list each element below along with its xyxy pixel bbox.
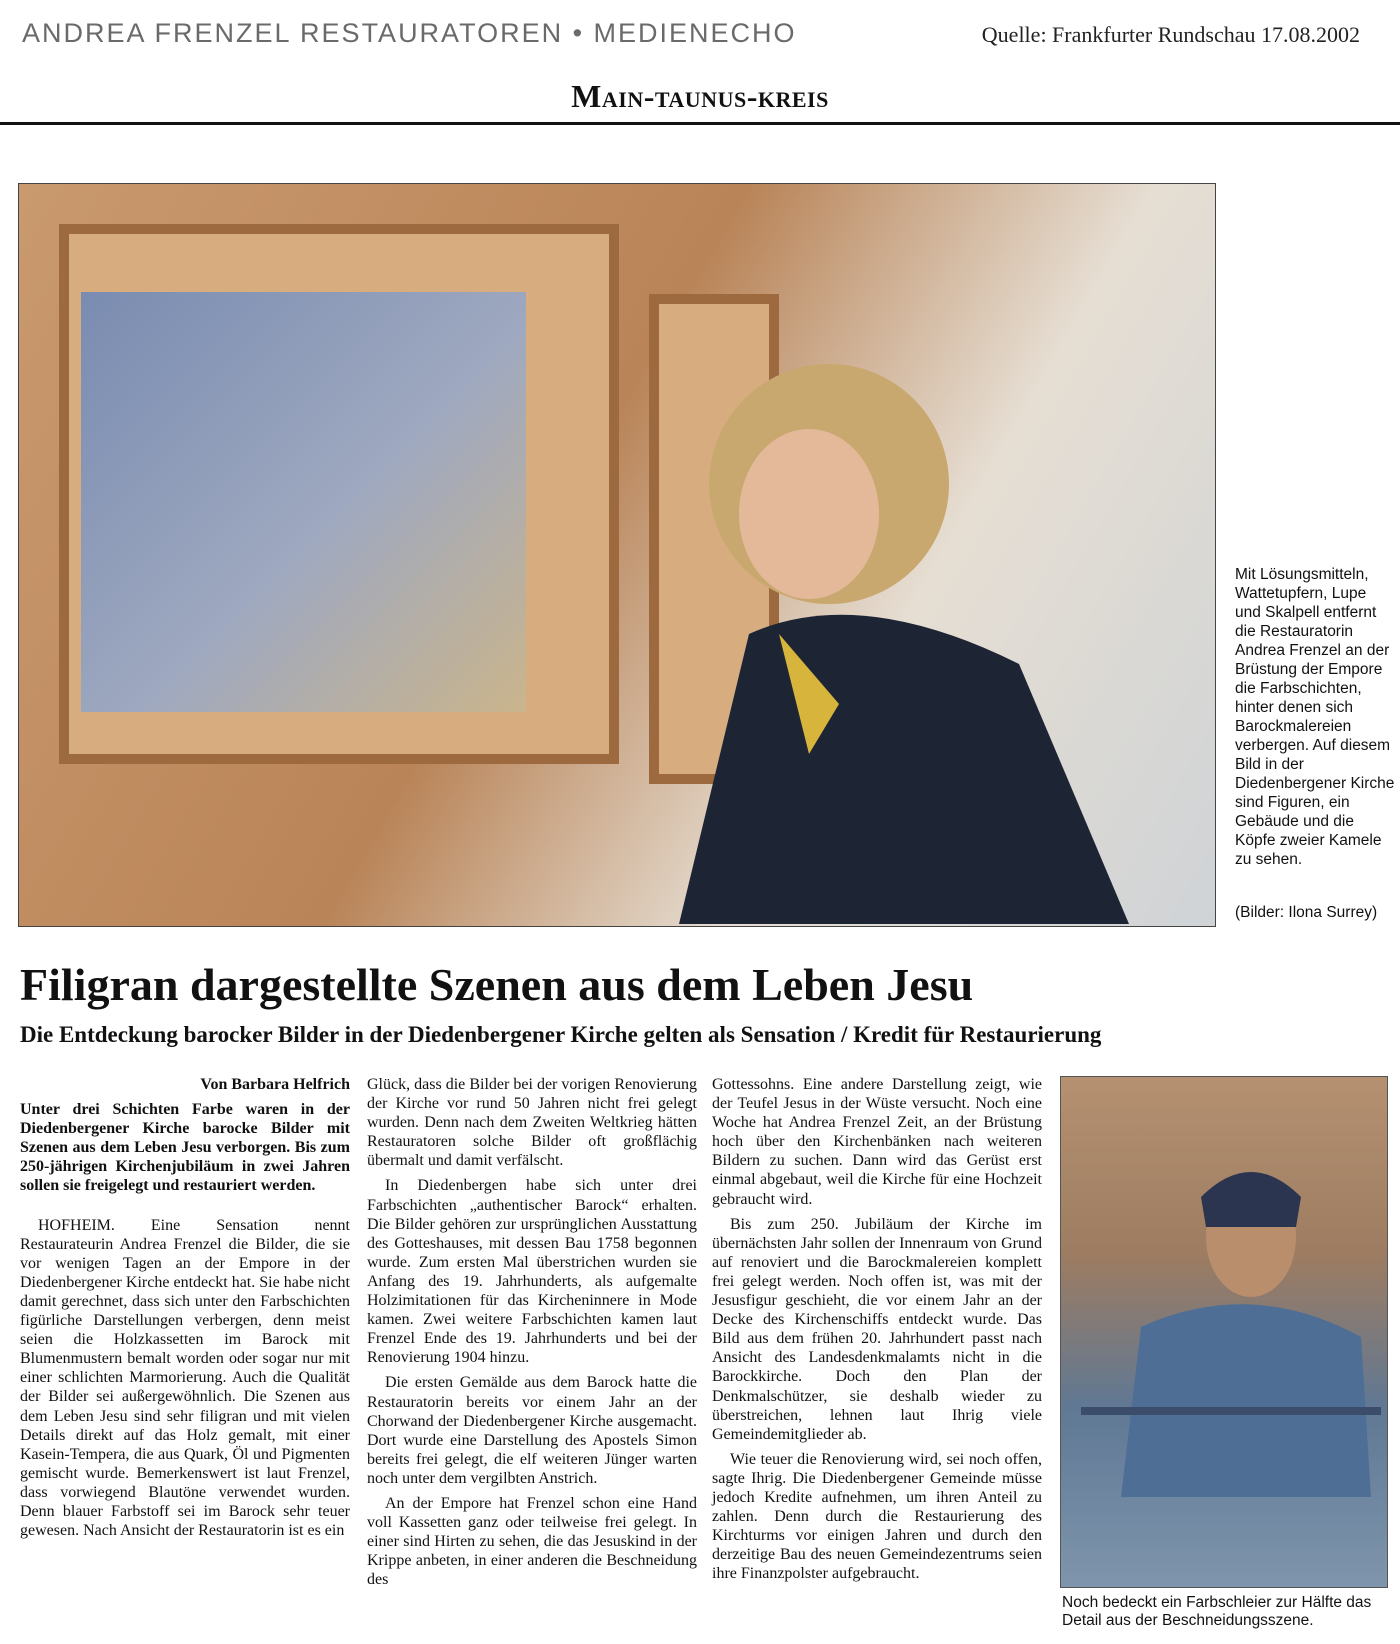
source-line: Quelle: Frankfurter Rundschau 17.08.2002 <box>981 22 1360 47</box>
body-paragraph: Glück, dass die Bilder bei der vorigen Renovierung der Kirche vor rund 50 Jahren nicht frei gelegt wurden. Denn nach dem Zweiten Weltkrieg hätten Restauratoren solche Bilder oft großflächig übermalt und damit verfälscht. <box>367 1076 697 1170</box>
main-photo-restorer <box>18 183 1216 927</box>
publisher-header: ANDREA FRENZEL RESTAURATOREN • MEDIENECHO <box>22 18 797 48</box>
restorer-figure <box>659 284 1216 924</box>
photo-caption: Mit Lösungsmitteln, Wattetupfern, Lupe und Skalpell entfernt die Restauratorin Andrea Frenzel an der Brüstung der Empore die Farbschichten, hinter denen sich Barockmalereien verbergen. Auf diesem Bild in der Diedenbergener Kirche sind Figuren, ein Gebäude und die Köpfe zweier Kamele zu sehen. <box>1235 566 1395 868</box>
column-1 <box>20 1075 350 1546</box>
body-paragraph: Wie teuer die Renovierung wird, sei noch offen, sagte Ihrig. Die Diedenbergener Gemeinde müsse jedoch Kredite aufnehmen, um ihren Anteil zu zahlen. Denn durch die Restaurierung des Kirchturms vor einigen Jahren und durch den derzeitige Bau des neuen Gemeindezentrums seien ihre Finanzpolster aufgebraucht. <box>712 1450 1042 1583</box>
body-paragraph: Gottessohns. Eine andere Darstellung zeigt, wie der Teufel Jesus in der Wüste versucht. Noch eine Woche hat Andrea Frenzel Zeit, an der Brüstung hoch über den Kirchenbänken nach weiteren Bildern zu suchen. Dann wird das Gerüst erst einmal abgebaut, weil die Kirche für eine Hochzeit gebraucht wird. <box>712 1076 1042 1208</box>
article-subheadline: Die Entdeckung barocker Bilder in der Diedenbergener Kirche gelten als Sensation / Kredit für Restaurierung <box>20 1022 1102 1047</box>
detail-figure <box>1061 1077 1387 1587</box>
article-headline: Filigran dargestellte Szenen aus dem Leben Jesu <box>20 959 974 1010</box>
photo-credit: (Bilder: Ilona Surrey) <box>1235 904 1378 921</box>
column-2 <box>367 1075 697 1595</box>
body-paragraph: HOFHEIM. Eine Sensation nennt Restaurateurin Andrea Frenzel die Bilder, die sie vor wenigen Tagen an der Empore in der Diedenbergener Kirche entdeckt hat. Sie habe nicht damit gerechnet, dass sich unter den Farbschichten figürliche Darstellungen verbergen, denn meist seien die Holzkassetten im Barock mit Blumenmustern bemalt worden oder sogar nur mit einer schlichten Marmorierung. Auch die Qualität der Bilder sei außergewöhnlich. Die Szenen aus dem Leben Jesu sind sehr filigran und mit vielen Details direkt auf das Holz gemalt, mit einer Kasein-Tempera, die aus Quark, Öl und Pigmenten gemischt wurde. Bemerkenswert ist laut Frenzel, dass vorwiegend Blautöne verwendet wurden. Denn blauer Farbstoff sei im Barock sehr teuer gewesen. Nach Ansicht der Restauratorin ist es ein <box>20 1216 350 1540</box>
header-rule <box>0 122 1400 125</box>
column-3 <box>712 1075 1042 1589</box>
body-paragraph: In Diedenbergen habe sich unter drei Farbschichten „authentischer Barock“ erhalten. Die Bilder gehören zur ursprünglichen Ausstattung des Gotteshauses, mit dessen Bau 1758 begonnen wurde. Zum ersten Mal überstrichen wurden sie Anfang des 19. Jahrhunderts, als aufgemalte Holzimitationen für das Kircheninnere in Mode kamen. Zwei weitere Farbschichten kamen laut Frenzel Ende des 19. Jahrhunderts und bei der Renovierung 1904 hinzu. <box>367 1177 697 1367</box>
detail-photo-caption: Noch bedeckt ein Farbschleier zur Hälfte das Detail aus der Beschneidungsszene. <box>1062 1594 1372 1629</box>
body-paragraph: An der Empore hat Frenzel schon eine Hand voll Kassetten ganz oder teilweise frei gelegt. In einer sind Hirten zu sehen, die das Jesuskind in der Krippe anbeten, in einer anderen die Beschneidung des <box>367 1494 697 1589</box>
body-paragraph: Die ersten Gemälde aus dem Barock hatte die Restauratorin bereits vor einem Jahr an der Chorwand der Diedenbergener Kirche ausgemacht. Dort wurde eine Darstellung des Apostels Simon bereits frei gelegt, die elf weiteren Jünger warten noch unter dem vergilbten Anstrich. <box>367 1374 697 1487</box>
byline: Von Barbara Helfrich <box>200 1076 350 1093</box>
baroque-mural <box>81 292 526 712</box>
lead-paragraph: Unter drei Schichten Farbe waren in der Diedenbergener Kirche barocke Bilder mit Szenen aus dem Leben Jesu verborgen. Bis zum 250-jährigen Kirchenjubiläum in zwei Jahren sollen sie freigelegt und restauriert werden. <box>20 1101 350 1195</box>
detail-photo-circumcision-scene <box>1060 1076 1388 1588</box>
body-paragraph: Bis zum 250. Jubiläum der Kirche im übernächsten Jahr sollen der Innenraum von Grund auf renoviert und die Barockmalereien komplett frei gelegt werden. Noch offen ist, was mit der Jesusfigur geschieht, die vor einem Jahr an der Decke des Kirchenschiffs entdeckt wurde. Das Bild aus dem frühen 20. Jahrhundert passt nach Ansicht des Landesdenkmalamts nicht in die Barockkirche. Doch den Plan der Denkmalschützer, sie deshalb wieder zu überstreichen, lehnen laut Ihrig viele Gemeindemitglieder ab. <box>712 1215 1042 1443</box>
section-title: Main-taunus-kreis <box>571 78 829 114</box>
